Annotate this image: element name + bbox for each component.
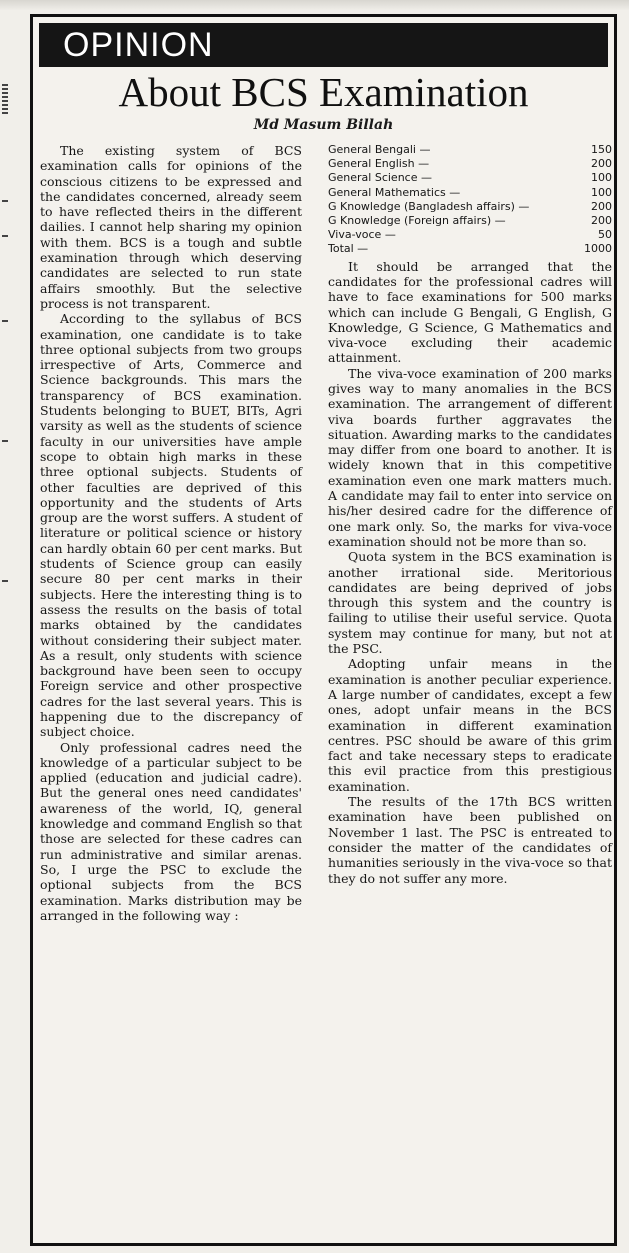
ruler-tick [2, 320, 8, 322]
ruler-tick [2, 235, 8, 237]
ruler-tick [2, 104, 8, 106]
paragraph: Quota system in the BCS examination is another irrational side. Meritorious candidates are being deprived of jobs through this system and the country is failing to utilise their useful service. Quota system may continue for many, but not at the PSC. [328, 549, 612, 657]
marks-row [328, 171, 612, 185]
subject-name: General Mathematics — [328, 185, 461, 199]
paragraph: Only professional cadres need the knowledge of a particular subject to be applied (education and judicial cadre). But the general ones need candidates' awareness of the world, IQ, general knowledge and command English so that those are selected for these cadres can run administrative and similar arenas. So, I urge the PSC to exclude the optional subjects from the BCS examination. Marks distribution may be arranged in the following way : [40, 739, 302, 923]
subject-name: General Bengali — [328, 143, 431, 156]
left-column [40, 143, 302, 923]
article-frame [30, 14, 617, 1246]
ruler-tick [2, 96, 8, 98]
subject-marks: 200 [591, 199, 612, 213]
paragraph: Adopting unfair means in the examination is another peculiar experience. A large number of candidates, except a few ones, adopt unfair means in the BCS examination in different examination centres. PSC should be aware of this grim fact and take necessary steps to eradicate this evil practice from this prestigious examination. [328, 656, 612, 794]
paragraph: It should be arranged that the candidates for the professional cadres will have to face examinations for 500 marks which can include G Bengali, G English, G Knowledge, G Science, G Mathematics and viva-voce excluding their academic attainment. [328, 258, 612, 366]
paragraph: The results of the 17th BCS written examination have been published on November 1 last. The PSC is entreated to consider the matter of the candidates of humanities seriously in the viva-voce so that they do not suffer any more. [328, 794, 612, 886]
subject-marks: 100 [591, 185, 612, 199]
subject-marks: 100 [591, 171, 612, 185]
ruler-tick [2, 92, 8, 94]
right-column [328, 143, 612, 886]
subject-name: G Knowledge (Bangladesh affairs) — [328, 199, 530, 213]
ruler-tick [2, 108, 8, 110]
ruler-tick [2, 100, 8, 102]
section-label: OPINION [63, 26, 214, 64]
subject-marks: 200 [591, 214, 612, 228]
subject-name: General Science — [328, 171, 432, 185]
subject-marks: 200 [591, 157, 612, 171]
total-label: Total — [328, 242, 369, 256]
marks-row [328, 200, 612, 214]
marks-distribution-table [328, 143, 612, 257]
page-top-strip [0, 0, 629, 10]
marks-row [328, 214, 612, 228]
marks-row [328, 157, 612, 171]
subject-name: Viva-voce — [328, 228, 396, 242]
ruler-tick [2, 440, 8, 442]
marks-total-row [328, 242, 612, 256]
article-headline: About BCS Examination [118, 69, 529, 115]
marks-row [328, 228, 612, 242]
article-byline: Md Masum Billah [253, 117, 394, 133]
subject-name: G Knowledge (Foreign affairs) — [328, 214, 506, 228]
ruler-tick [2, 200, 8, 202]
marks-row [328, 186, 612, 200]
ruler-tick [2, 580, 8, 582]
paragraph: According to the syllabus of BCS examination, one candidate is to take three optional subjects from two groups irrespective of Arts, Commerce and Science backgrounds. This mars the transparency of BCS examination. Students belonging to BUET, BITs, Agri varsity as well as the students of science faculty in our universities have ample scope to obtain high marks in these three optional subjects. Students of other faculties are deprived of this opportunity and the students of Arts group are the worst suffers. A student of literature or political science or history can hardly obtain 60 per cent marks. But students of Science group can easily secure 80 per cent marks in their subjects. Here the interesting thing is to assess the results on the basis of total marks obtained by the candidates without considering their subject mater. As a result, only students with science background have been seen to occupy Foreign service and other prospective cadres for the last several years. This is happening due to the discrepancy of subject choice. [40, 311, 302, 740]
subject-name: General English — [328, 157, 430, 171]
ruler-tick [2, 112, 8, 114]
subject-marks: 150 [591, 143, 612, 156]
paragraph: The existing system of BCS examination calls for opinions of the conscious citizens to be expressed and the candidates concerned, already seem to have reflected theirs in the different dailies. I cannot help sharing my opinion with them. BCS is a tough and subtle examination through which deserving candidates are selected to run state affairs smoothly. But the selective process is not transparent. [40, 143, 302, 311]
left-margin-ruler [0, 60, 14, 1210]
section-banner [39, 23, 608, 67]
marks-row [328, 143, 612, 157]
subject-marks: 50 [598, 228, 612, 242]
ruler-tick [2, 84, 8, 86]
paragraph: The viva-voce examination of 200 marks gives way to many anomalies in the BCS examination. The arrangement of different viva boards further aggravates the situation. Awarding marks to the candidates may differ from one board to another. It is widely known that in this competitive examination even one mark matters much. A candidate may fail to enter into service on his/her desired cadre for the difference of one mark only. So, the marks for viva-voce examination should not be more than so. [328, 365, 612, 549]
ruler-tick [2, 88, 8, 90]
total-marks: 1000 [584, 242, 612, 256]
